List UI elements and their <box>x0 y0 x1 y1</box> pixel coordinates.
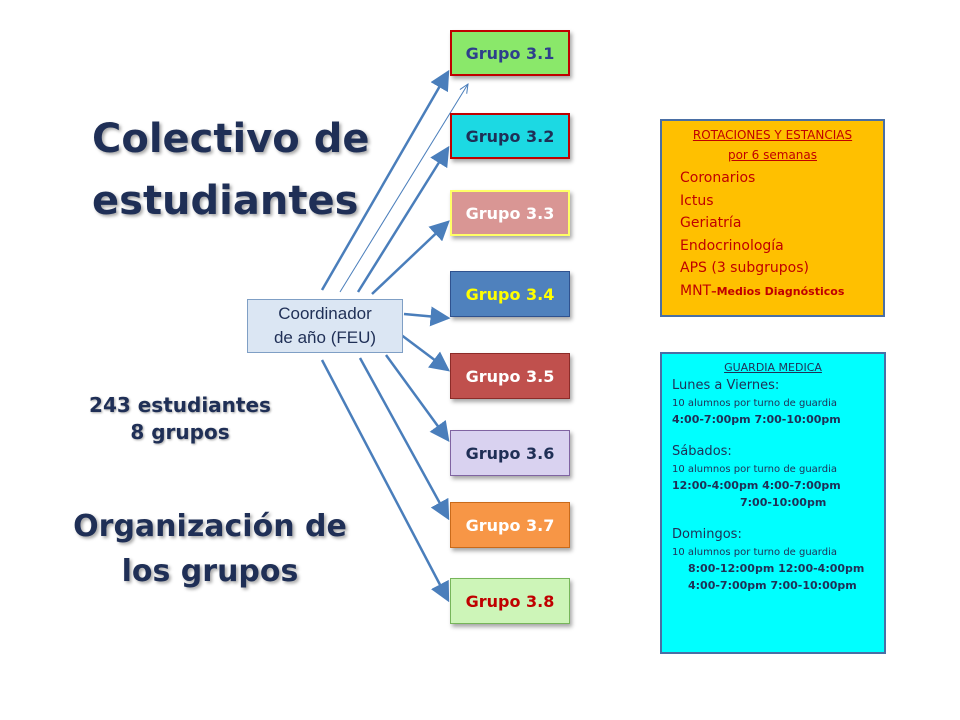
rotations-panel <box>660 119 885 317</box>
group-3-6-box: Grupo 3.6 <box>450 430 570 476</box>
arrow-to-grupo-3-2 <box>358 148 448 292</box>
weekdays-note: 10 alumnos por turno de guardia <box>672 398 837 409</box>
group-3-8-box: Grupo 3.8 <box>450 578 570 624</box>
sunday-note: 10 alumnos por turno de guardia <box>672 547 837 558</box>
group-3-2-box: Grupo 3.2 <box>450 113 570 159</box>
rotations-list <box>662 167 883 303</box>
weekdays-times: 4:00-7:00pm 7:00-10:00pm <box>672 413 841 426</box>
saturday-times-1: 12:00-4:00pm 4:00-7:00pm <box>672 479 841 492</box>
group-3-5-box: Grupo 3.5 <box>450 353 570 399</box>
arrow-to-grupo-3-1 <box>322 72 448 290</box>
group-count: 8 grupos <box>130 420 230 444</box>
weekdays-title: Lunes a Viernes: <box>672 378 780 393</box>
saturday-times-2: 7:00-10:00pm <box>740 496 827 509</box>
rotation-item: Coronarios <box>680 170 756 186</box>
rotations-header: ROTACIONES Y ESTANCIAS <box>692 128 853 142</box>
guard-header: GUARDIA MEDICA <box>724 361 822 374</box>
arrow-thin-to-grupo-3-1 <box>340 84 468 292</box>
guard-panel <box>660 352 886 654</box>
rotation-item-mnt <box>680 280 883 304</box>
sunday-times-1: 8:00-12:00pm 12:00-4:00pm <box>688 562 865 575</box>
title-line-1: Colectivo de <box>92 116 370 162</box>
saturday-note: 10 alumnos por turno de guardia <box>672 464 837 475</box>
arrow-to-grupo-3-3 <box>372 222 448 294</box>
rotation-item: Ictus <box>680 192 714 209</box>
sunday-title: Domingos: <box>672 527 742 542</box>
organization-line-2: los grupos <box>121 554 299 589</box>
arrow-to-grupo-3-5 <box>400 334 448 370</box>
sunday-times-2: 4:00-7:00pm 7:00-10:00pm <box>688 579 857 592</box>
group-3-3-box: Grupo 3.3 <box>450 190 570 236</box>
group-3-7-box: Grupo 3.7 <box>450 502 570 548</box>
rotation-item: Endocrinología <box>680 237 784 254</box>
arrow-to-grupo-3-7 <box>360 358 448 518</box>
group-3-1-box: Grupo 3.1 <box>450 30 570 76</box>
rotation-mnt-label: MNT <box>680 282 712 299</box>
organization-line-1: Organización de <box>73 509 347 544</box>
title-line-2: estudiantes <box>92 178 359 224</box>
arrow-to-grupo-3-4 <box>404 314 448 318</box>
coordinator-box <box>247 299 403 353</box>
saturday-title: Sábados: <box>672 444 732 459</box>
arrow-to-grupo-3-6 <box>386 355 448 440</box>
coordinator-line-2: de año (FEU) <box>273 328 377 347</box>
rotation-item: Geriatría <box>680 215 742 231</box>
student-count: 243 estudiantes <box>89 393 271 417</box>
arrow-to-grupo-3-8 <box>322 360 448 600</box>
group-3-4-box: Grupo 3.4 <box>450 271 570 317</box>
rotation-mnt-detail: –Medios Diagnósticos <box>711 284 845 298</box>
rotations-subheader: por 6 semanas <box>727 148 818 162</box>
rotation-item: APS (3 subgrupos) <box>680 260 809 276</box>
coordinator-line-1: Coordinador <box>278 304 372 323</box>
